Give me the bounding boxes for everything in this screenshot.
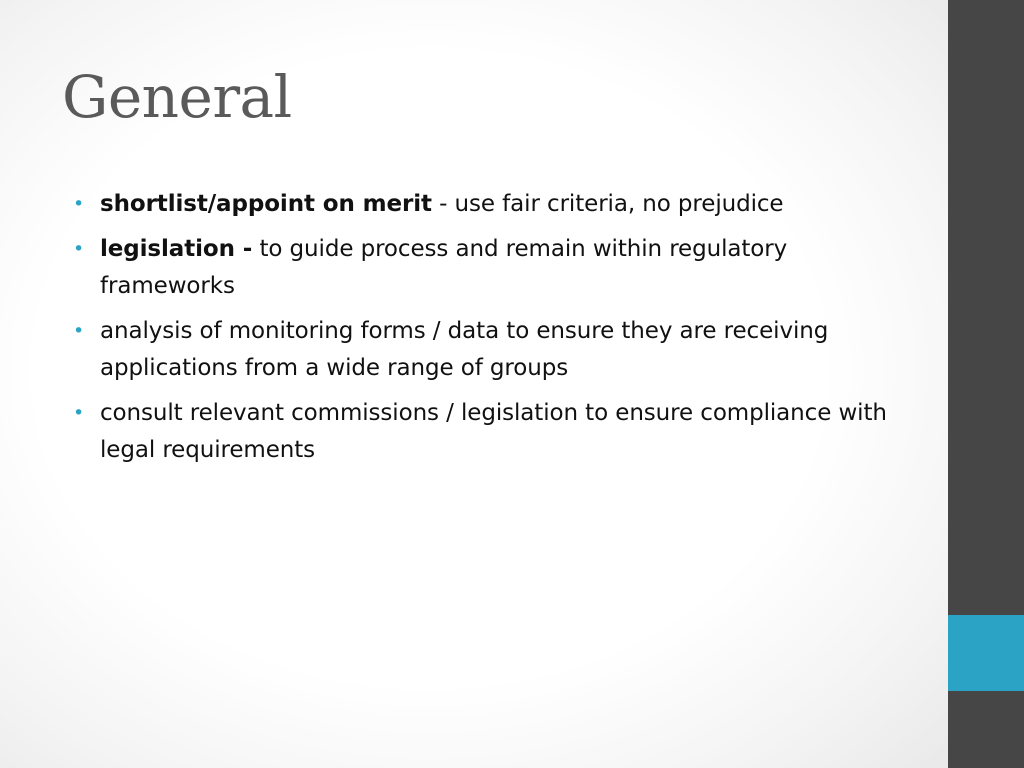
bullet-item (73, 395, 890, 469)
bullet-text: to guide process and remain within regulatory frameworks (100, 236, 788, 299)
bullet-dot-icon: • (73, 320, 85, 342)
bullet-text: consult relevant commissions / legislation to ensure compliance with legal requirements (100, 400, 887, 463)
bullet-dot-icon: • (73, 193, 85, 215)
bullet-bold-text: shortlist/appoint on merit (100, 191, 432, 217)
bullet-text: analysis of monitoring forms / data to ensure they are receiving applications from a wide range of groups (100, 318, 829, 381)
bullet-dot-icon: • (73, 238, 85, 260)
bullet-item (73, 186, 890, 223)
bullet-list (73, 186, 890, 477)
bullet-item (73, 231, 890, 305)
slide-title: General (62, 63, 292, 131)
accent-block (948, 615, 1024, 691)
bullet-bold-text: legislation - (100, 236, 253, 262)
bullet-dot-icon: • (73, 402, 85, 424)
bullet-item (73, 313, 890, 387)
bullet-text: - use fair criteria, no prejudice (431, 191, 784, 217)
